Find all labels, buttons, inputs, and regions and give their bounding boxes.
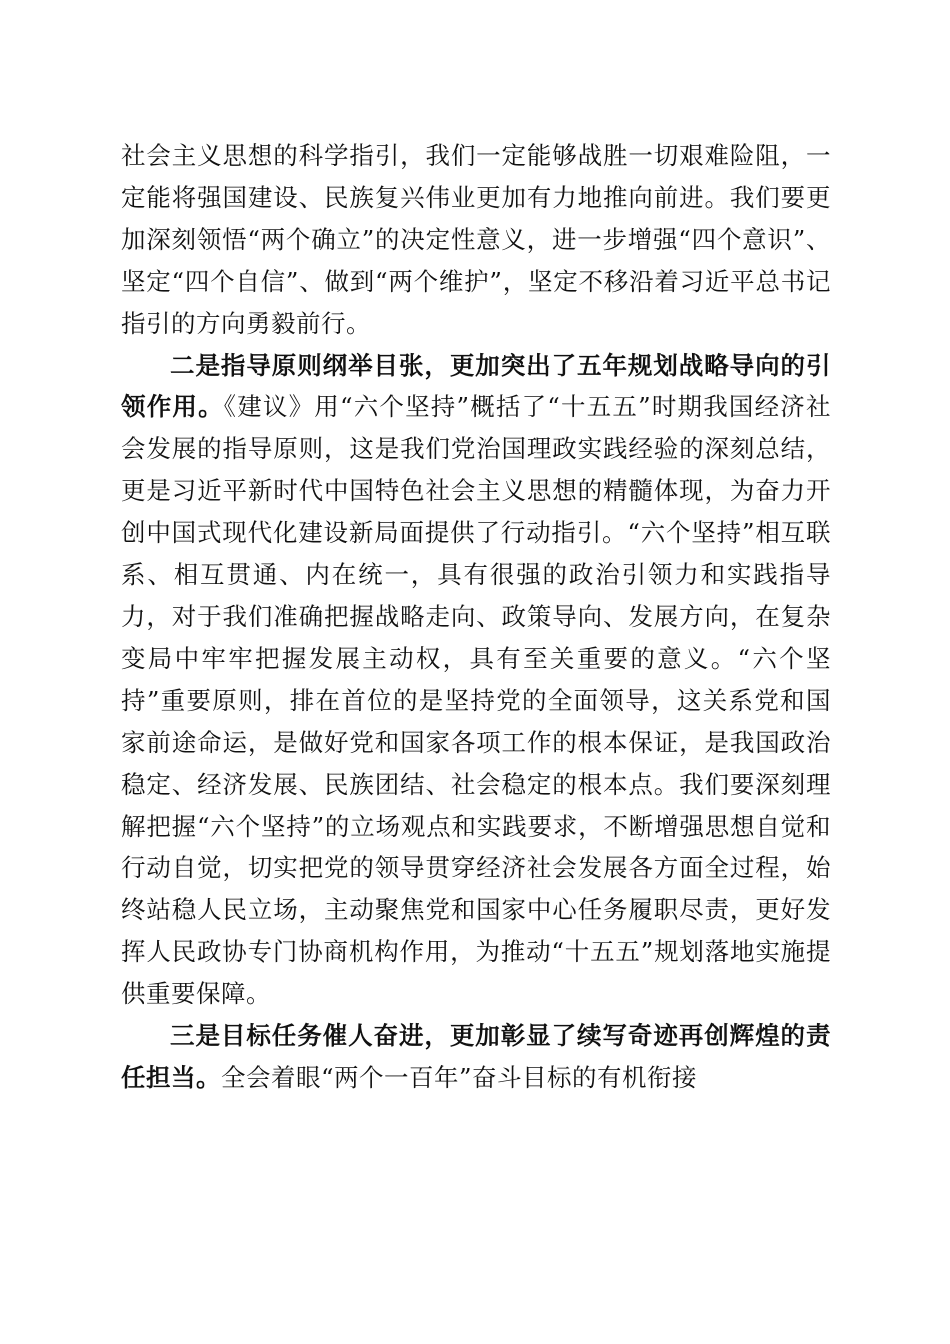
- paragraph-2-text: 《建议》用“六个坚持”概括了“十五五”时期我国经济社会发展的指导原则，这是我们党治国理政实践经验的深刻总结，更是习近平新时代中国特色社会主义思想的精髓体现，为奋力开创中国式现代化建设新局面提供了行动指引。“六个坚持”相互联系、相互贯通、内在统一，具有很强的政治引领力和实践指导力，对于我们准确把握战略走向、政策导向、发展方向，在复杂变局中牢牢把握发展主动权，具有至关重要的意义。“六个坚持”重要原则，排在首位的是坚持党的全面领导，这关系党和国家前途命运，是做好党和国家各项工作的根本保证，是我国政治稳定、经济发展、民族团结、社会稳定的根本点。我们要深刻理解把握“六个坚持”的立场观点和实践要求，不断增强思想自觉和行动自觉，切实把党的领导贯穿经济社会发展各方面全过程，始终站稳人民立场，主动聚焦党和国家中心任务履职尽责，更好发挥人民政协专门协商机构作用，为推动“十五五”规划落地实施提供重要保障。: [121, 392, 831, 1009]
- paragraph-3-lead: 三是目标任务催人奋进，更加彰显了续写奇迹再创辉煌的责任担当。: [121, 1021, 831, 1092]
- paragraph-3-text: 全会着眼“两个一百年”奋斗目标的有机衔接: [221, 1062, 698, 1092]
- paragraph-1: [121, 135, 831, 345]
- paragraph-1-text: 社会主义思想的科学指引，我们一定能够战胜一切艰难险阻，一定能将强国建设、民族复兴伟业更加有力地推向前进。我们要更加深刻领悟“两个确立”的决定性意义，进一步增强“四个意识”、坚定“四个自信”、做到“两个维护”，坚定不移沿着习近平总书记指引的方向勇毅前行。: [121, 141, 831, 338]
- paragraph-3: [121, 1015, 831, 1099]
- paragraph-2-lead: 二是指导原则纲举目张，更加突出了五年规划战略导向的引领作用。: [121, 350, 831, 422]
- document-body: [121, 135, 831, 1099]
- paragraph-2: [121, 345, 831, 1016]
